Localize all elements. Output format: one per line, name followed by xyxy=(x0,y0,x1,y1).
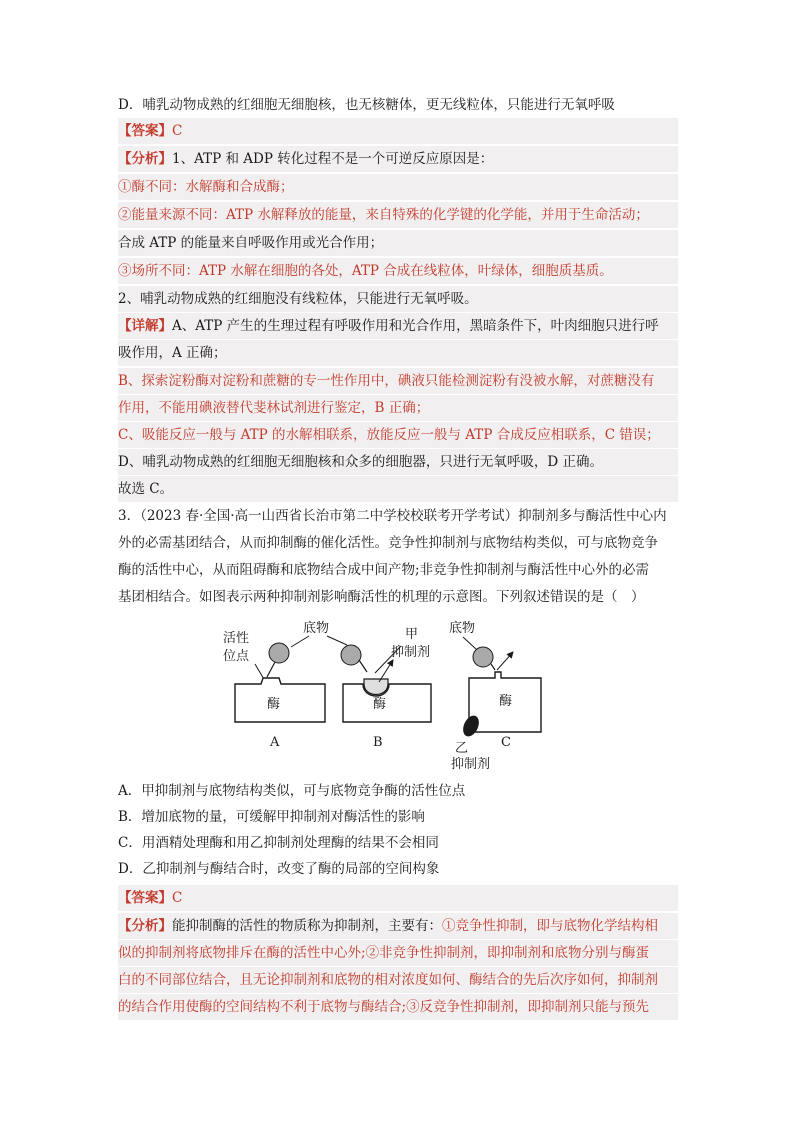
label-substrate-1: 底物 xyxy=(303,621,330,636)
prev-answer-line xyxy=(118,118,678,144)
prev-option-d: D．哺乳动物成熟的红细胞无细胞核，也无核糖体，更无线粒体，只能进行无氧呼吸 xyxy=(118,97,615,113)
q3-stem-line-3: 酶的活性中心，从而阻碍酶和底物结合成中间产物;非竞争性抑制剂与酶活性中心外的必需 xyxy=(118,562,650,578)
label-active-site-2: 位点 xyxy=(223,649,250,664)
label-c: C xyxy=(501,735,511,750)
prev-analysis-point-1: ①酶不同：水解酶和合成酶； xyxy=(118,174,678,200)
q3-analysis-line-1 xyxy=(118,913,678,939)
inhibitor-diagram xyxy=(215,612,555,772)
arrow-blocked-c xyxy=(497,652,513,670)
detail-a-text: A、ATP 产生的生理过程有呼吸作用和光合作用，黑暗条件下，叶肉细胞只进行呼 xyxy=(172,318,659,334)
prev-analysis-line xyxy=(118,146,678,172)
prev-analysis-point-3: ③场所不同：ATP 水解在细胞的各处，ATP 合成在线粒体，叶绿体，细胞质基质。 xyxy=(118,258,678,284)
label-inhibitor-jia-1: 甲 xyxy=(405,627,419,642)
prev-detail-b-line-2: 作用，不能用碘液替代斐林试剂进行鉴定，B 正确； xyxy=(118,395,678,421)
q3-option-d: D．乙抑制剂与酶结合时，改变了酶的局部的空间构象 xyxy=(118,861,440,877)
substrate-c-ball xyxy=(473,647,493,667)
label-enzyme-b: 酶 xyxy=(373,697,387,712)
q3-option-b: B．增加底物的量，可缓解甲抑制剂对酶活性的影响 xyxy=(118,809,425,825)
substrate-b-stick xyxy=(359,660,367,672)
q3-answer-line xyxy=(118,885,678,911)
pointer-substrate-b xyxy=(327,636,347,645)
label-inhibitor-yi-2: 抑制剂 xyxy=(451,757,491,772)
label-substrate-2: 底物 xyxy=(449,621,476,636)
q3-analysis-line-2 xyxy=(118,940,678,966)
answer-value: C xyxy=(172,123,183,139)
q3-analysis-1b: ①竞争性抑制，即与底物化学结构相 xyxy=(442,918,658,934)
prev-analysis-point-2a: ②能量来源不同：ATP 水解释放的能量，来自特殊的化学键的化学能，并用于生命活动； xyxy=(118,202,678,228)
analysis-tag: 【分析】 xyxy=(118,151,172,167)
label-enzyme-a: 酶 xyxy=(267,697,281,712)
prev-analysis-point-4: 2、哺乳动物成熟的红细胞没有线粒体，只能进行无氧呼吸。 xyxy=(118,286,678,312)
label-a: A xyxy=(270,735,280,750)
prev-detail-a-line-1 xyxy=(118,313,678,339)
q3-analysis-1a: 能抑制酶的活性的物质称为抑制剂，主要有： xyxy=(172,918,442,934)
q3-option-c: C．用酒精处理酶和用乙抑制剂处理酶的结果不会相同 xyxy=(118,835,439,851)
analysis-intro: 1、ATP 和 ADP 转化过程不是一个可逆反应原因是： xyxy=(172,151,494,167)
prev-detail-c: C、吸能反应一般与 ATP 的水解相联系，放能反应一般与 ATP 合成反应相联系，C 错误； xyxy=(118,422,678,448)
prev-detail-a-line-2: 吸作用，A 正确； xyxy=(118,340,678,366)
detail-tag: 【详解】 xyxy=(118,318,172,334)
q3-analysis-4b: ③反竞争性抑制剂，即抑制剂只能与预先 xyxy=(406,999,650,1015)
q3-stem-line-4: 基团相结合。如图表示两种抑制剂影响酶活性的机理的示意图。下列叙述错误的是（ ） xyxy=(118,589,645,605)
q3-analysis-4a: 的结合作用使酶的空间结构不利于底物与酶结合; xyxy=(118,999,407,1015)
q3-analysis-line-4 xyxy=(118,994,678,1020)
label-b: B xyxy=(373,735,383,750)
q3-analysis-2b: ②非竞争性抑制剂，即抑制剂和底物分别与酶蛋 xyxy=(365,945,650,961)
pointer-substrate-a xyxy=(291,636,309,647)
label-inhibitor-yi-1: 乙 xyxy=(455,741,469,756)
q3-answer-tag: 【答案】 xyxy=(118,890,172,906)
q3-analysis-line-3: 白的不同部位结合，且无论抑制剂和底物的相对浓度如何、酶结合的先后次序如何，抑制剂 xyxy=(118,967,678,993)
q3-stem-line-1: 3．（2023 春·全国·高一山西省长治市第二中学校校联考开学考试）抑制剂多与酶活性中心内 xyxy=(118,508,667,524)
prev-conclusion: 故选 C。 xyxy=(118,476,678,502)
q3-analysis-tag: 【分析】 xyxy=(118,918,172,934)
q3-analysis-2a: 似的抑制剂将底物排斥在酶的活性中心外; xyxy=(118,945,366,961)
pointer-substrate-c xyxy=(463,637,477,650)
prev-detail-d: D、哺乳动物成熟的红细胞无细胞核和众多的细胞器，只进行无氧呼吸，D 正确。 xyxy=(118,449,678,475)
substrate-c-stick xyxy=(491,664,495,670)
q3-stem-line-2: 外的必需基团结合，从而抑制酶的催化活性。竞争性抑制剂与底物结构类似，可与底物竞争 xyxy=(118,535,658,551)
inhibitor-jia-shape xyxy=(364,679,388,695)
label-inhibitor-jia-2: 抑制剂 xyxy=(391,645,431,660)
substrate-b-ball xyxy=(341,645,361,665)
answer-tag: 【答案】 xyxy=(118,123,172,139)
label-active-site-1: 活性 xyxy=(223,631,250,646)
q3-option-a: A．甲抑制剂与底物结构类似，可与底物竞争酶的活性位点 xyxy=(118,783,466,799)
q3-answer-value: C xyxy=(172,890,183,906)
substrate-a-stick xyxy=(267,662,275,677)
prev-detail-b-line-1: B、探索淀粉酶对淀粉和蔗糖的专一性作用中，碘液只能检测淀粉有没被水解，对蔗糖没有 xyxy=(118,368,678,394)
prev-analysis-point-2b: 合成 ATP 的能量来自呼吸作用或光合作用； xyxy=(118,230,678,256)
substrate-a-ball xyxy=(269,643,289,663)
inhibitor-mechanism-figure xyxy=(215,612,555,772)
label-enzyme-c: 酶 xyxy=(499,694,513,709)
